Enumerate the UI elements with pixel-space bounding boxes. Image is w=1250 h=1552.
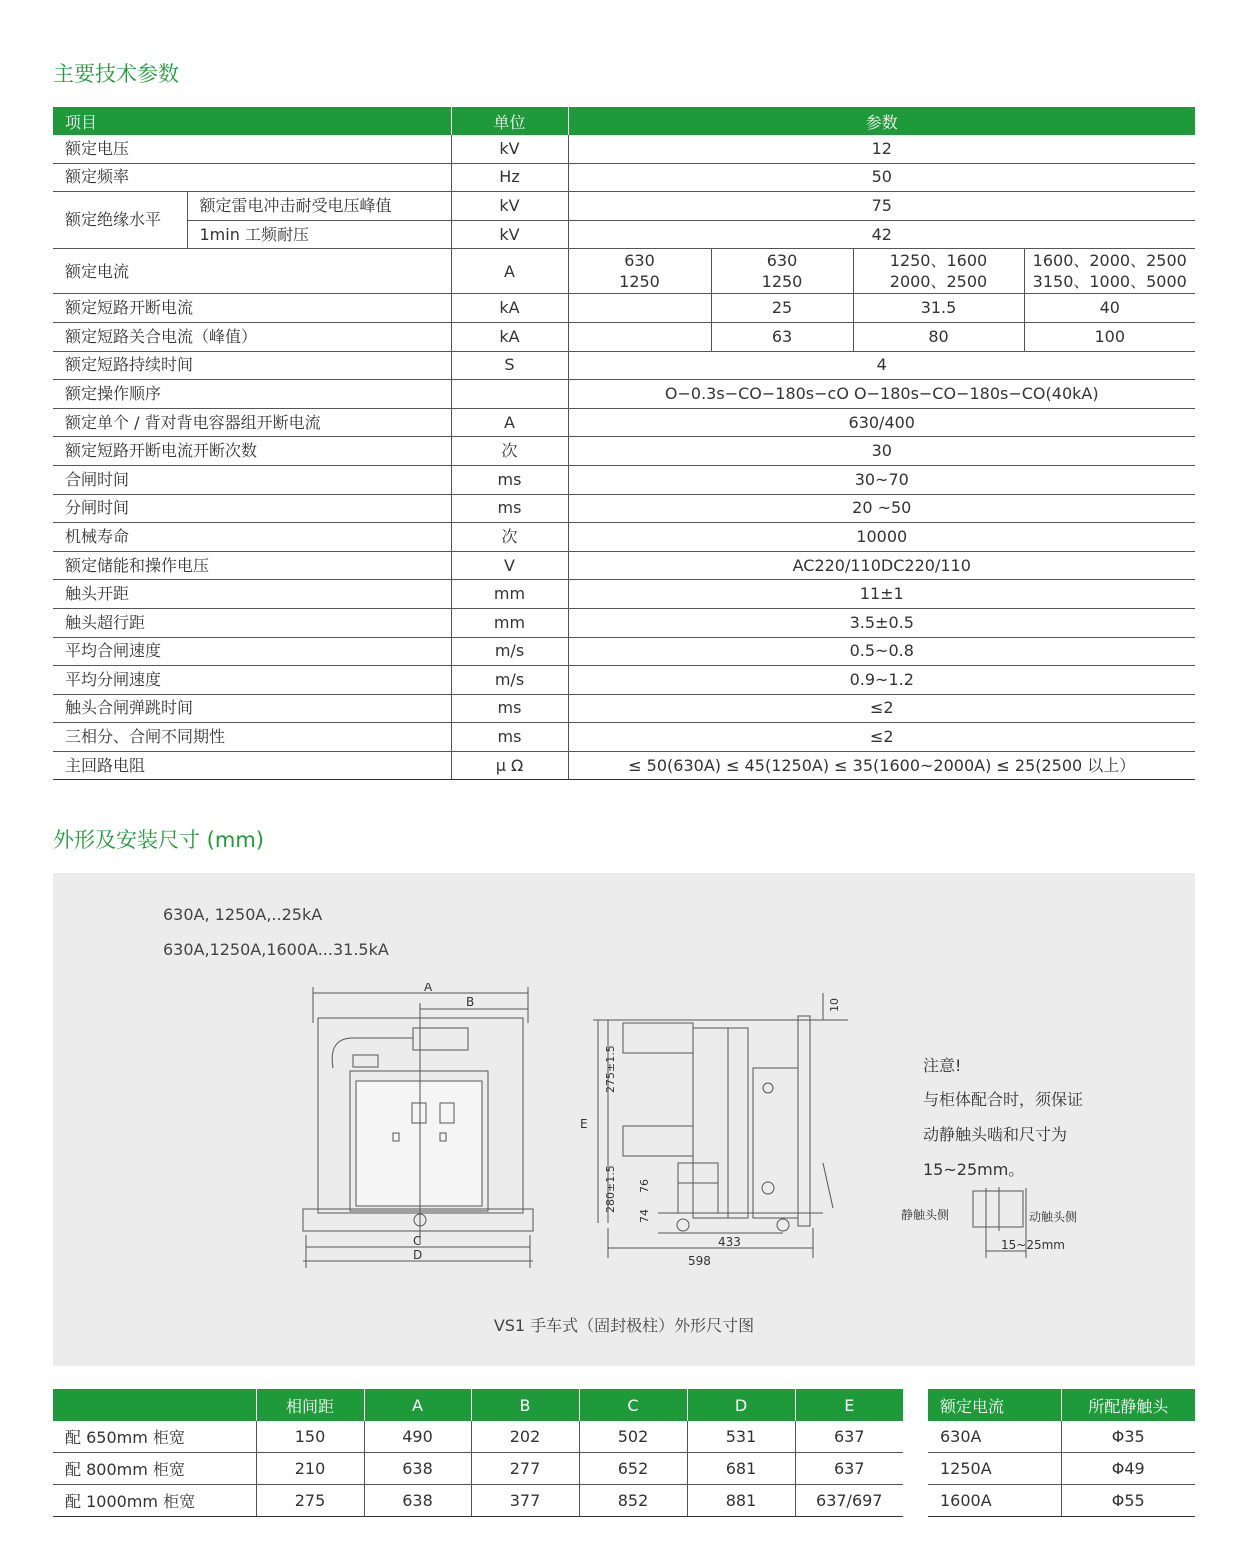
row-unit: μ Ω (451, 751, 568, 780)
table-row (53, 1453, 903, 1485)
row-value: AC220/110DC220/110 (568, 551, 1195, 580)
header-cell: 相间距 (256, 1389, 364, 1421)
row-value: 50 (568, 163, 1195, 192)
spec-header-row (53, 107, 1195, 135)
table-row (53, 637, 1195, 666)
section-title-dimensions: 外形及安装尺寸 (mm) (53, 828, 264, 852)
row-label: 额定短路持续时间 (53, 351, 451, 380)
table-row (928, 1453, 1195, 1485)
cell: 377 (471, 1485, 579, 1517)
cell: 630A (928, 1421, 1061, 1453)
cell: 531 (687, 1421, 795, 1453)
note-title: 注意! (923, 1056, 962, 1075)
table-row (53, 694, 1195, 723)
note-line: 15~25mm。 (923, 1160, 1025, 1179)
dim-label-74: 74 (638, 1209, 651, 1223)
table-row (53, 551, 1195, 580)
dim-label-275: 275±1.5 (604, 1045, 617, 1093)
row-label: 合闸时间 (53, 465, 451, 494)
row-value: ≤2 (568, 694, 1195, 723)
row-unit: S (451, 351, 568, 380)
row-unit: Hz (451, 163, 568, 192)
row-value: 630/400 (568, 408, 1195, 437)
cell: 638 (364, 1453, 471, 1485)
table-row (53, 580, 1195, 609)
header-cell: 额定电流 (928, 1389, 1061, 1421)
row-label: 额定短路关合电流（峰值） (53, 322, 451, 351)
cell: 210 (256, 1453, 364, 1485)
spec-table (53, 107, 1195, 780)
header-cell: A (364, 1389, 471, 1421)
row-unit: mm (451, 608, 568, 637)
row-value: 100 (1024, 322, 1195, 351)
table-row (53, 380, 1195, 409)
row-label: 额定绝缘水平 (53, 192, 187, 249)
row-label: 平均合闸速度 (53, 637, 451, 666)
row-value: 80 (853, 322, 1024, 351)
cell: 150 (256, 1421, 364, 1453)
header-cell: 所配静触头 (1061, 1389, 1195, 1421)
table-row (53, 163, 1195, 192)
row-value: 4 (568, 351, 1195, 380)
row-unit: mm (451, 580, 568, 609)
row-value: 40 (1024, 294, 1195, 323)
header-unit: 单位 (451, 107, 568, 135)
row-label: 三相分、合闸不同期性 (53, 723, 451, 752)
row-value (853, 249, 1024, 294)
row-label: 机械寿命 (53, 523, 451, 552)
row-label: 额定储能和操作电压 (53, 551, 451, 580)
table-row (53, 135, 1195, 163)
cell: 275 (256, 1485, 364, 1517)
row-label: 触头开距 (53, 580, 451, 609)
row-label: 触头超行距 (53, 608, 451, 637)
cell: 202 (471, 1421, 579, 1453)
row-value: 75 (568, 192, 1195, 221)
cell: 637 (795, 1453, 903, 1485)
value-line: 1600、2000、2500 (1032, 251, 1187, 271)
cell: 配 800mm 柜宽 (53, 1453, 256, 1485)
row-label: 额定操作顺序 (53, 380, 451, 409)
row-value: 30 (568, 437, 1195, 466)
row-value: 63 (711, 322, 853, 351)
cell: 490 (364, 1421, 471, 1453)
row-label: 额定短路开断电流 (53, 294, 451, 323)
row-unit: kV (451, 192, 568, 221)
moving-contact-label: 动触头侧 (1029, 1210, 1078, 1224)
cell: 502 (579, 1421, 687, 1453)
table-row (53, 723, 1195, 752)
section-title-specs: 主要技术参数 (53, 62, 179, 86)
table-row (53, 351, 1195, 380)
row-value (1024, 249, 1195, 294)
cell: 1600A (928, 1485, 1061, 1517)
row-value-empty (568, 322, 711, 351)
row-unit: A (451, 249, 568, 294)
cell: 638 (364, 1485, 471, 1517)
row-value: 3.5±0.5 (568, 608, 1195, 637)
dim-label-E: E (580, 1117, 588, 1131)
row-label: 额定电流 (53, 249, 451, 294)
note-line: 与柜体配合时，须保证 (923, 1090, 1084, 1109)
table-row (53, 408, 1195, 437)
row-value: 20 ~50 (568, 494, 1195, 523)
dim-label-A: A (424, 983, 433, 994)
row-label: 触头合闸弹跳时间 (53, 694, 451, 723)
row-unit: 次 (451, 523, 568, 552)
dimension-table (53, 1389, 903, 1517)
row-value: 10000 (568, 523, 1195, 552)
row-unit: kV (451, 220, 568, 249)
table-row (53, 494, 1195, 523)
row-unit: ms (451, 694, 568, 723)
dim-label-598: 598 (688, 1254, 711, 1268)
row-value: 30~70 (568, 465, 1195, 494)
row-unit: ms (451, 723, 568, 752)
cell: 881 (687, 1485, 795, 1517)
row-label: 额定短路开断电流开断次数 (53, 437, 451, 466)
table-row (928, 1485, 1195, 1517)
cell: 配 1000mm 柜宽 (53, 1485, 256, 1517)
mesh-dim-label: 15~25mm (1001, 1238, 1065, 1252)
row-unit: ms (451, 494, 568, 523)
row-label: 分闸时间 (53, 494, 451, 523)
row-unit: 次 (451, 437, 568, 466)
side-view-drawing (578, 988, 878, 1278)
value-line: 1250、1600 (889, 251, 988, 271)
row-unit: kA (451, 322, 568, 351)
value-line: 1250 (619, 272, 660, 292)
row-value: 12 (568, 135, 1195, 163)
value-line: 3150、1000、5000 (1032, 272, 1187, 292)
header-cell (53, 1389, 256, 1421)
table-row (53, 608, 1195, 637)
table-row (53, 751, 1195, 780)
cell: 852 (579, 1485, 687, 1517)
dimension-drawing-panel (53, 873, 1195, 1366)
header-cell: B (471, 1389, 579, 1421)
table-row (53, 1421, 903, 1453)
row-unit: m/s (451, 637, 568, 666)
cell: Φ35 (1061, 1421, 1195, 1453)
header-cell: C (579, 1389, 687, 1421)
row-value: 42 (568, 220, 1195, 249)
cell: Φ55 (1061, 1485, 1195, 1517)
cell: 637/697 (795, 1485, 903, 1517)
value-line: 630 (624, 251, 655, 271)
table-row (928, 1421, 1195, 1453)
dim-label-433: 433 (718, 1235, 741, 1249)
front-view-drawing (298, 983, 538, 1273)
row-value: O−0.3s−CO−180s−cO O−180s−CO−180s−CO(40kA) (568, 380, 1195, 409)
row-unit: ms (451, 465, 568, 494)
dim-label-76: 76 (638, 1179, 651, 1193)
dims-header-row (53, 1389, 903, 1421)
note-line: 动静触头啮和尺寸为 (923, 1125, 1068, 1144)
cell: 配 650mm 柜宽 (53, 1421, 256, 1453)
table-row (53, 322, 1195, 351)
drawing-rating-label: 630A,1250A,1600A...31.5kA (163, 940, 389, 959)
row-value: 0.5~0.8 (568, 637, 1195, 666)
table-row (53, 192, 1195, 221)
row-unit: kV (451, 135, 568, 163)
static-contact-label: 静触头侧 (901, 1208, 950, 1222)
row-label: 额定单个 / 背对背电容器组开断电流 (53, 408, 451, 437)
drawing-caption: VS1 手车式（固封极柱）外形尺寸图 (493, 1316, 755, 1335)
table-row (53, 1485, 903, 1517)
cell: 681 (687, 1453, 795, 1485)
row-label: 额定电压 (53, 135, 451, 163)
contacts-header-row (928, 1389, 1195, 1421)
row-unit: A (451, 408, 568, 437)
table-row (53, 523, 1195, 552)
dim-label-10: 10 (828, 998, 841, 1012)
value-line: 2000、2500 (889, 272, 988, 292)
header-item: 项目 (53, 107, 451, 135)
header-param: 参数 (568, 107, 1195, 135)
row-value: 25 (711, 294, 853, 323)
row-unit: m/s (451, 666, 568, 695)
table-row (53, 294, 1195, 323)
drawing-rating-label: 630A, 1250A,..25kA (163, 905, 323, 924)
value-line: 630 (766, 251, 798, 271)
contact-mesh-drawing (901, 1183, 1091, 1263)
row-value (568, 249, 711, 294)
table-row (53, 437, 1195, 466)
row-value: 11±1 (568, 580, 1195, 609)
dim-label-280: 280±1.5 (604, 1165, 617, 1213)
table-row (53, 666, 1195, 695)
cell: 652 (579, 1453, 687, 1485)
table-row (53, 465, 1195, 494)
cell: Φ49 (1061, 1453, 1195, 1485)
row-unit (451, 380, 568, 409)
row-label: 主回路电阻 (53, 751, 451, 780)
value-line: 1250 (761, 272, 803, 292)
row-unit: V (451, 551, 568, 580)
header-cell: E (795, 1389, 903, 1421)
row-sublabel: 额定雷电冲击耐受电压峰值 (187, 192, 451, 221)
row-value-empty (568, 294, 711, 323)
row-value: 31.5 (853, 294, 1024, 323)
row-label: 平均分闸速度 (53, 666, 451, 695)
row-value (711, 249, 853, 294)
dim-label-B: B (466, 995, 475, 1009)
cell: 637 (795, 1421, 903, 1453)
table-row (53, 220, 1195, 249)
row-label: 额定频率 (53, 163, 451, 192)
static-contact-table (928, 1389, 1195, 1517)
row-sublabel: 1min 工频耐压 (187, 220, 451, 249)
cell: 1250A (928, 1453, 1061, 1485)
header-cell: D (687, 1389, 795, 1421)
table-row (53, 249, 1195, 294)
row-unit: kA (451, 294, 568, 323)
cell: 277 (471, 1453, 579, 1485)
dim-label-D: D (413, 1248, 423, 1262)
row-value: ≤2 (568, 723, 1195, 752)
row-value: ≤ 50(630A) ≤ 45(1250A) ≤ 35(1600~2000A) ≤ 25(2500 以上） (568, 751, 1195, 780)
dim-label-C: C (413, 1234, 422, 1248)
row-value: 0.9~1.2 (568, 666, 1195, 695)
